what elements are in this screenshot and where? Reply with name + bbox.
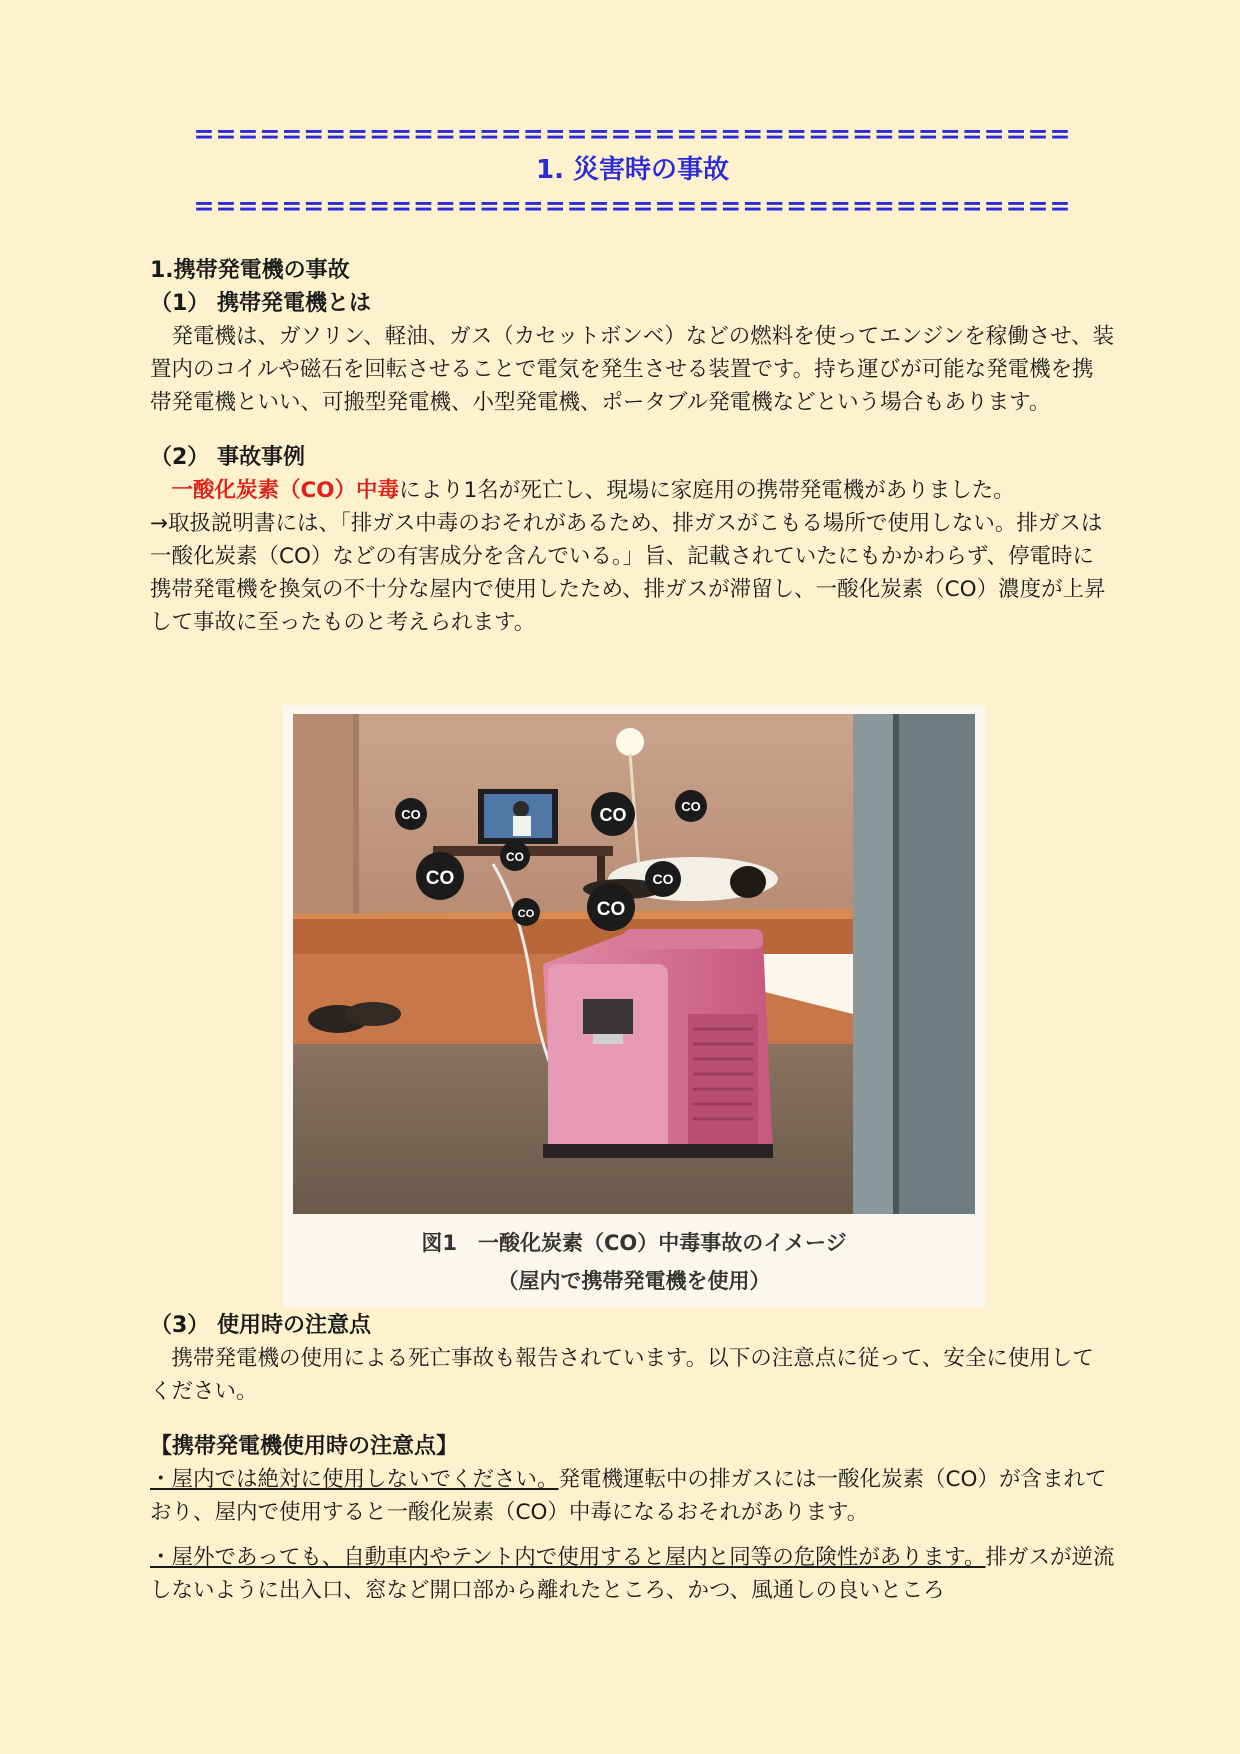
svg-text:CO: CO — [596, 899, 626, 920]
svg-text:CO: CO — [425, 868, 455, 889]
chapter-title: 1. 災害時の事故 — [535, 155, 730, 185]
svg-text:CO: CO — [401, 807, 421, 822]
co-cloud-icon — [591, 792, 635, 836]
note-item-1-text: 発電機運転中の排ガスには一酸化炭素（CO）が含まれており、屋内で使用すると一酸化炭素（CO）中毒になるおそれがあります。 — [150, 1467, 1107, 1525]
note-item-1 — [150, 1463, 1115, 1529]
figure-co-poisoning — [283, 705, 985, 1307]
document-body — [150, 118, 1115, 639]
subsection-body-3: 携帯発電機の使用による死亡事故も報告されています。以下の注意点に従って、安全に使用してください。 — [150, 1346, 1094, 1404]
notes-heading: 【携帯発電機使用時の注意点】 — [150, 1434, 459, 1459]
svg-text:CO: CO — [599, 805, 627, 825]
subsection-heading-1: （1） 携帯発電機とは — [150, 291, 371, 316]
note-item-2-emphasis: ・屋外であっても、自動車内やテント内で使用すると屋内と同等の危険性があります。 — [150, 1545, 986, 1570]
co-cloud-icon — [645, 861, 681, 897]
svg-text:CO: CO — [506, 850, 524, 864]
subsection-body-1: 発電機は、ガソリン、軽油、ガス（カセットボンベ）などの燃料を使ってエンジンを稼働させ、装置内のコイルや磁石を回転させることで電気を発生させる装置です。持ち運びが可能な発電機を携帯発電機といい、可搬型発電機、小型発電機、ポータブル発電機などという場合もあります。 — [150, 324, 1115, 415]
rule-top: ======================================== — [193, 119, 1072, 148]
figure-caption: 図1 一酸化炭素（CO）中毒事故のイメージ — [421, 1231, 847, 1255]
section-heading: 1.携帯発電機の事故 — [150, 258, 350, 283]
svg-text:CO: CO — [652, 871, 674, 887]
note-item-2 — [150, 1541, 1115, 1607]
svg-text:CO: CO — [681, 799, 701, 814]
rule-bottom: ======================================== — [193, 191, 1072, 220]
co-cloud-icon — [500, 841, 530, 871]
incident-text: により1名が死亡し、現場に家庭用の携帯発電機がありました。 — [399, 478, 1015, 503]
incident-line — [150, 474, 1115, 507]
figure-photo — [293, 714, 975, 1214]
figure-subcaption: （屋内で携帯発電機を使用） — [497, 1269, 771, 1293]
co-poisoning-highlight: 一酸化炭素（CO）中毒 — [171, 478, 400, 503]
incident-explanation: →取扱説明書には、「排ガス中毒のおそれがあるため、排ガスがこもる場所で使用しない。排ガスは一酸化炭素（CO）などの有害成分を含んでいる。」旨、記載されていたにもかかわらず、停電時に携帯発電機を換気の不十分な屋内で使用したため、排ガスが滞留し、一酸化炭素（CO）濃度が上昇して事故に至ったものと考えられます。 — [150, 511, 1106, 635]
note-item-2-text: 排ガスが逆流しないように出入口、窓など開口部から離れたところ、かつ、風通しの良いところ — [150, 1545, 1115, 1603]
document-body-lower — [150, 1309, 1115, 1607]
co-cloud-icon — [675, 790, 707, 822]
svg-text:CO: CO — [517, 908, 535, 920]
co-cloud-icon — [416, 852, 464, 900]
co-cloud-icon — [395, 798, 427, 830]
co-cloud-icon — [512, 898, 540, 926]
note-item-1-emphasis: ・屋内では絶対に使用しないでください。 — [150, 1467, 559, 1492]
subsection-heading-3: （3） 使用時の注意点 — [150, 1313, 371, 1338]
room-illustration — [293, 714, 975, 1214]
subsection-heading-2: （2） 事故事例 — [150, 445, 305, 470]
co-cloud-icon — [587, 883, 635, 931]
